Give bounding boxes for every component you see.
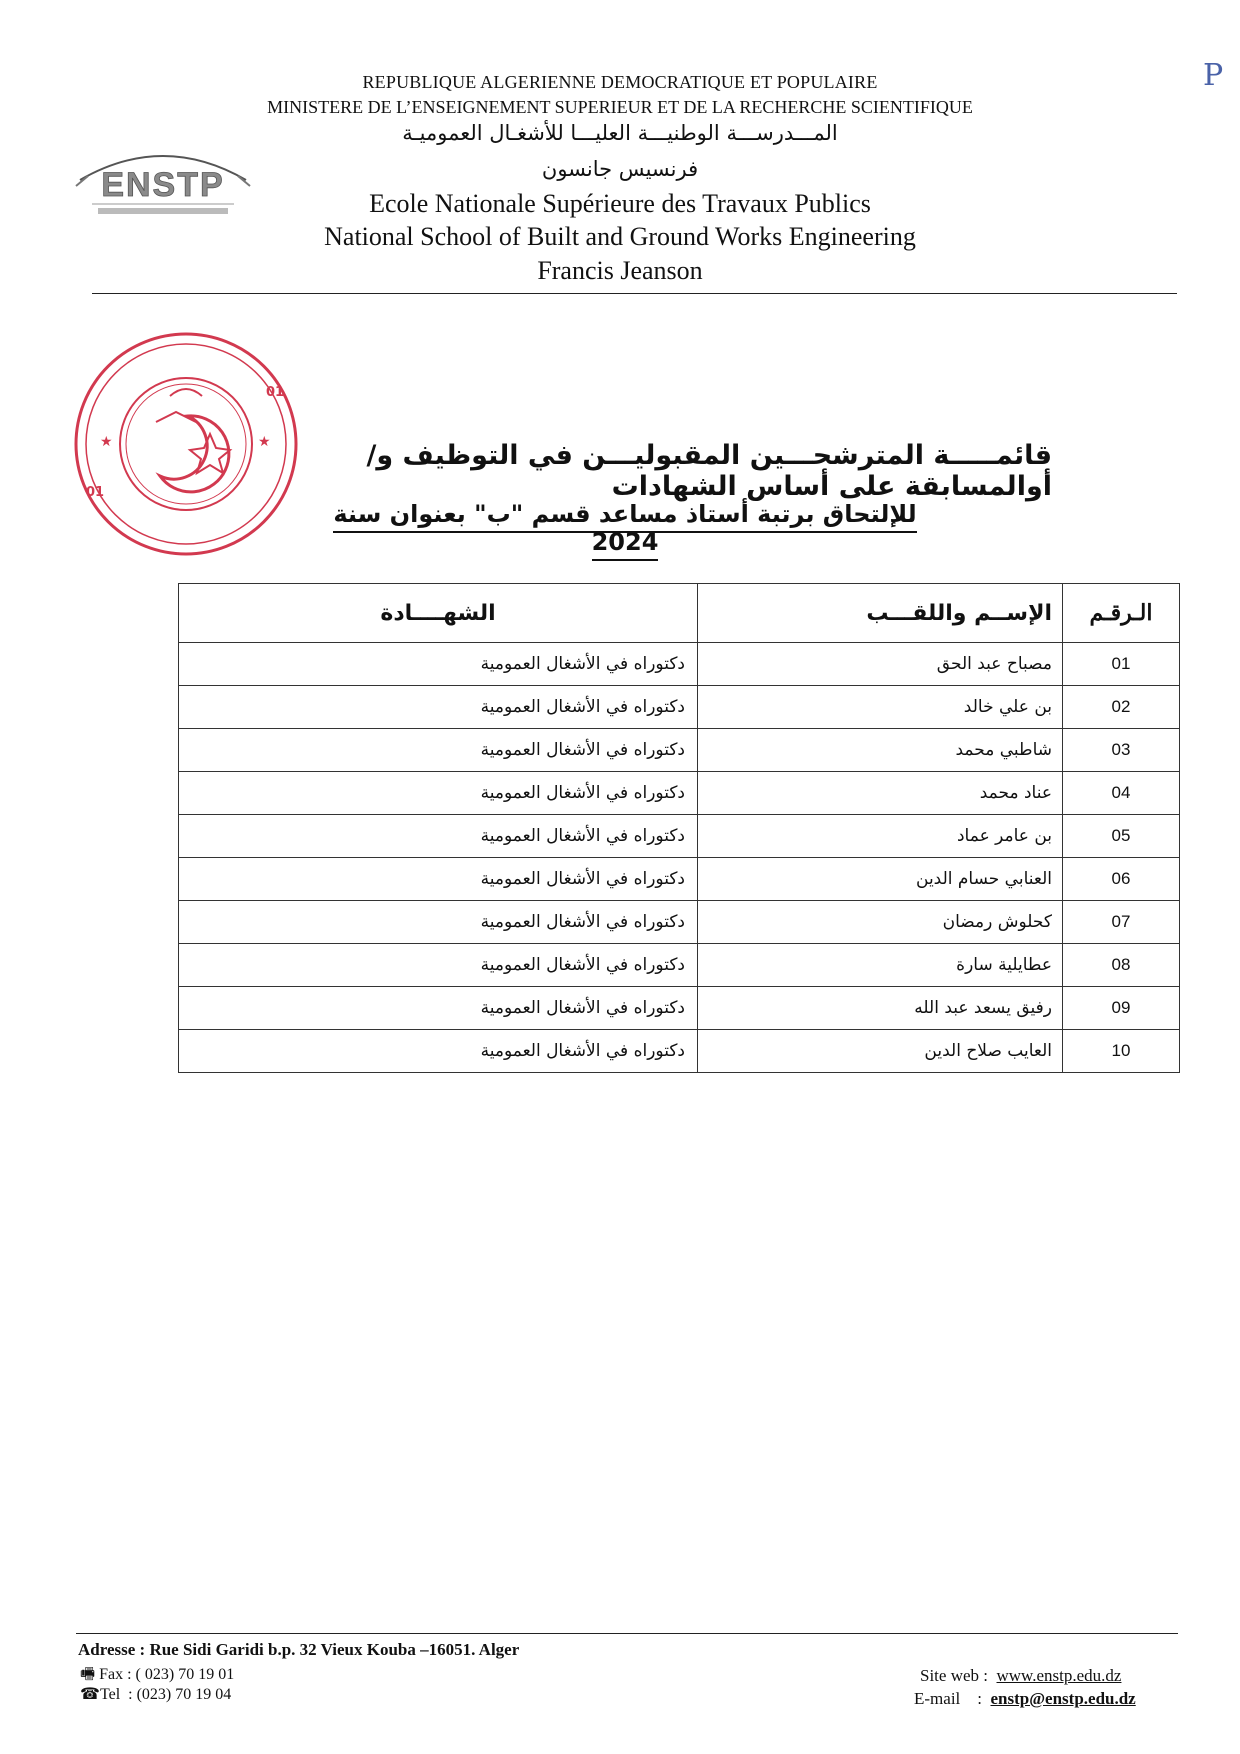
header-divider [92,293,1177,294]
row-degree: دكتوراه في الأشغال العمومية [179,729,698,772]
row-name: العايب صلاح الدين [698,1030,1063,1073]
email-separator: : [977,1689,982,1708]
header-name: الإســم واللقـــب [698,584,1063,643]
svg-text:01: 01 [266,385,285,400]
svg-text:★: ★ [258,434,271,450]
footer-address: Adresse : Rue Sidi Garidi b.p. 32 Vieux Kouba –16051. Alger [78,1640,520,1659]
svg-text:★: ★ [100,434,113,450]
header-school-french: Ecole Nationale Supérieure des Travaux Publics [369,189,871,218]
row-degree: دكتوراه في الأشغال العمومية [179,858,698,901]
row-name: كحلوش رمضان [698,901,1063,944]
web-label: Site web : [920,1666,988,1685]
row-degree: دكتوراه في الأشغال العمومية [179,686,698,729]
table-header-row [179,584,1180,643]
row-degree: دكتوراه في الأشغال العمومية [179,901,698,944]
handwritten-mark: P [1203,58,1224,93]
row-number: 04 [1063,772,1180,815]
row-name: بن عامر عماد [698,815,1063,858]
fax-icon: 🖷 [80,1666,96,1683]
row-number: 08 [1063,944,1180,987]
email-label: E-mail [914,1689,961,1708]
row-name: عناد محمد [698,772,1063,815]
candidates-table [178,583,1180,1073]
row-number: 03 [1063,729,1180,772]
table-row [179,772,1180,815]
footer-divider [76,1633,1178,1634]
row-number: 06 [1063,858,1180,901]
footer-tel [80,1684,231,1704]
enstp-logo [68,138,258,232]
row-degree: دكتوراه في الأشغال العمومية [179,944,698,987]
table-row [179,643,1180,686]
table-row [179,729,1180,772]
row-number: 02 [1063,686,1180,729]
table-row [179,944,1180,987]
header-degree: الشهــــادة [179,584,698,643]
header-francis-jeanson: Francis Jeanson [537,256,703,285]
website-link[interactable]: www.enstp.edu.dz [996,1666,1122,1685]
svg-text:ENSTP: ENSTP [101,166,225,204]
svg-text:01: 01 [86,485,105,500]
table-row [179,858,1180,901]
fax-label: Fax [99,1666,124,1683]
row-number: 07 [1063,901,1180,944]
header-francis-jeanson-arabic: فرنسيس جانسون [541,157,699,181]
table-row [179,1030,1180,1073]
header-school-english: National School of Built and Ground Works Engineering [324,222,916,251]
table-row [179,815,1180,858]
row-name: مصباح عبد الحق [698,643,1063,686]
document-title: قائمـــــة المترشحـــين المقبوليـــن في التوظيف و/ أوالمسابقة على أساس الشهادات [366,440,1052,502]
row-name: شاطبي محمد [698,729,1063,772]
email-link[interactable]: enstp@enstp.edu.dz [990,1689,1136,1708]
row-name: العنابي حسام الدين [698,858,1063,901]
row-name: عطايلية سارة [698,944,1063,987]
tel-value: : (023) 70 19 04 [128,1686,232,1703]
row-degree: دكتوراه في الأشغال العمومية [179,815,698,858]
row-name: رفيق يسعد عبد الله [698,987,1063,1030]
footer-email [914,1689,1136,1709]
row-degree: دكتوراه في الأشغال العمومية [179,1030,698,1073]
row-number: 10 [1063,1030,1180,1073]
table-row [179,686,1180,729]
header-republic: REPUBLIQUE ALGERIENNE DEMOCRATIQUE ET POPULAIRE [362,72,878,92]
header-school-arabic: المـــدرســـة الوطنيـــة العليـــا للأشغـال العموميـة [402,121,838,145]
row-name: بن علي خالد [698,686,1063,729]
table-row [179,987,1180,1030]
fax-value: : ( 023) 70 19 01 [127,1666,235,1683]
table-row [179,901,1180,944]
header-number: الـرقـم [1063,584,1180,643]
document-subtitle-text: للإلتحاق برتبة أستاذ مساعد قسم "ب" بعنوان سنة 2024 [333,500,916,561]
row-number: 09 [1063,987,1180,1030]
row-degree: دكتوراه في الأشغال العمومية [179,772,698,815]
header-ministry: MINISTERE DE L’ENSEIGNEMENT SUPERIEUR ET DE LA RECHERCHE SCIENTIFIQUE [267,97,973,117]
row-degree: دكتوراه في الأشغال العمومية [179,643,698,686]
row-number: 01 [1063,643,1180,686]
official-stamp [70,326,302,562]
phone-icon: ☎ [80,1686,100,1703]
document-subtitle [320,500,930,556]
footer-website [920,1666,1121,1686]
row-number: 05 [1063,815,1180,858]
row-degree: دكتوراه في الأشغال العمومية [179,987,698,1030]
tel-label: Tel [99,1686,121,1703]
